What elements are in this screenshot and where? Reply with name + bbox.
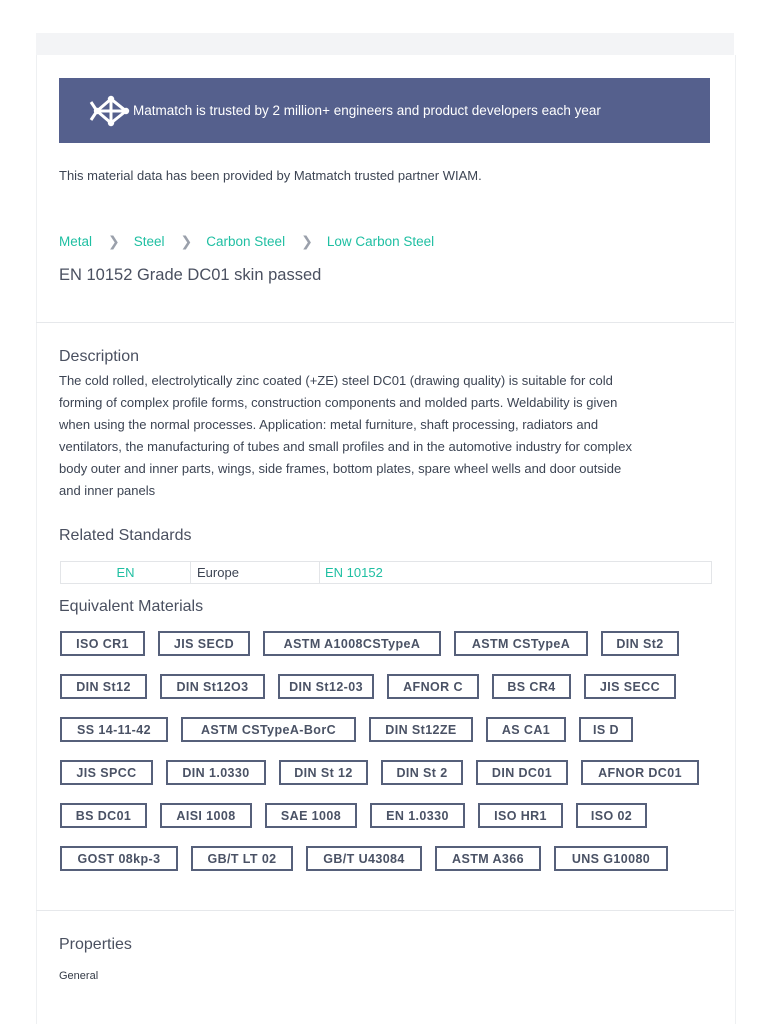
equivalent-material-tag[interactable]: EN 1.0330 — [370, 803, 465, 828]
equivalent-materials-heading: Equivalent Materials — [59, 598, 204, 615]
standard-link[interactable]: EN 10152 — [325, 565, 383, 580]
breadcrumb-low-carbon-steel[interactable]: Low Carbon Steel — [326, 234, 435, 249]
breadcrumb-metal[interactable]: Metal — [59, 234, 93, 249]
tag-row — [60, 760, 720, 785]
chevron-right-icon: ❯ — [180, 233, 193, 249]
top-strip — [36, 33, 734, 55]
equivalent-material-tag[interactable]: DIN DC01 — [476, 760, 568, 785]
equivalent-material-tag[interactable]: JIS SECD — [158, 631, 250, 656]
equivalent-material-tag[interactable]: ASTM A366 — [435, 846, 541, 871]
equivalent-material-tag[interactable]: DIN St2 — [601, 631, 679, 656]
equivalent-material-tag[interactable]: GOST 08kp-3 — [60, 846, 178, 871]
equivalent-material-tag[interactable]: AFNOR DC01 — [581, 760, 699, 785]
equivalent-material-tag[interactable]: DIN St12O3 — [160, 674, 265, 699]
standards-table — [60, 561, 712, 584]
properties-group-general: General — [59, 970, 99, 982]
section-divider — [36, 910, 734, 911]
section-divider — [36, 322, 734, 323]
properties-heading: Properties — [59, 936, 132, 953]
description-line: The cold rolled, electrolytically zinc coated (+ZE) steel DC01 (drawing quality) is suitable for cold — [59, 373, 613, 388]
breadcrumb — [59, 233, 434, 250]
matmatch-logo-icon — [83, 90, 133, 132]
equivalent-material-tag[interactable]: DIN St 12 — [279, 760, 368, 785]
equivalent-material-tag[interactable]: JIS SPCC — [60, 760, 153, 785]
equivalent-material-tag[interactable]: JIS SECC — [584, 674, 676, 699]
standard-body-link[interactable]: EN — [61, 562, 191, 583]
equivalent-material-tag[interactable]: BS CR4 — [492, 674, 571, 699]
equivalent-material-tag[interactable]: BS DC01 — [60, 803, 147, 828]
equivalent-material-tag[interactable]: SAE 1008 — [265, 803, 357, 828]
tag-row — [60, 846, 720, 871]
equivalent-material-tag[interactable]: GB/T LT 02 — [191, 846, 293, 871]
equivalent-material-tag[interactable]: IS D — [579, 717, 633, 742]
equivalent-material-tag[interactable]: DIN St12ZE — [369, 717, 473, 742]
data-provider-note: This material data has been provided by Matmatch trusted partner WIAM. — [59, 168, 482, 183]
equivalent-material-tag[interactable]: AFNOR C — [387, 674, 479, 699]
equivalent-material-tag[interactable]: UNS G10080 — [554, 846, 668, 871]
equivalent-material-tag[interactable]: ISO 02 — [576, 803, 647, 828]
description-heading: Description — [59, 348, 140, 365]
related-standards-heading: Related Standards — [59, 527, 192, 544]
description-line: when using the normal processes. Application: metal furniture, shaft processing, radiators and — [59, 417, 599, 432]
equivalent-material-tag[interactable]: DIN St12 — [60, 674, 147, 699]
description-text — [59, 370, 711, 502]
equivalent-material-tag[interactable]: ASTM CSTypeA — [454, 631, 588, 656]
trust-banner — [59, 78, 710, 143]
banner-text: Matmatch is trusted by 2 million+ engineers and product developers each year — [133, 103, 601, 118]
description-line: ventilators, the manufacturing of tubes and small profiles and in the automotive industry for complex — [59, 439, 633, 454]
equivalent-material-tag[interactable]: ISO HR1 — [478, 803, 563, 828]
equivalent-materials-list — [60, 631, 720, 889]
equivalent-material-tag[interactable]: ASTM A1008CSTypeA — [263, 631, 441, 656]
description-line: forming of complex profile forms, construction components and molded parts. Weldability is given — [59, 395, 618, 410]
chevron-right-icon: ❯ — [108, 233, 120, 249]
equivalent-material-tag[interactable]: ASTM CSTypeA-BorC — [181, 717, 356, 742]
page-title: EN 10152 Grade DC01 skin passed — [59, 266, 322, 284]
equivalent-material-tag[interactable]: AS CA1 — [486, 717, 566, 742]
breadcrumb-steel[interactable]: Steel — [133, 234, 165, 249]
tag-row — [60, 803, 720, 828]
description-line: body outer and inner parts, wings, side frames, bottom plates, spare wheel wells and door outside — [59, 461, 622, 476]
equivalent-material-tag[interactable]: DIN St12-03 — [278, 674, 374, 699]
equivalent-material-tag[interactable]: SS 14-11-42 — [60, 717, 168, 742]
equivalent-material-tag[interactable]: DIN St 2 — [381, 760, 463, 785]
chevron-right-icon: ❯ — [301, 233, 313, 249]
equivalent-material-tag[interactable]: ISO CR1 — [60, 631, 145, 656]
breadcrumb-carbon-steel[interactable]: Carbon Steel — [206, 234, 286, 249]
tag-row — [60, 631, 720, 656]
equivalent-material-tag[interactable]: DIN 1.0330 — [166, 760, 266, 785]
tag-row — [60, 717, 720, 742]
equivalent-material-tag[interactable]: GB/T U43084 — [306, 846, 422, 871]
tag-row — [60, 674, 720, 699]
equivalent-material-tag[interactable]: AISI 1008 — [160, 803, 252, 828]
standard-region: Europe — [191, 562, 320, 583]
description-line: and inner panels — [59, 483, 156, 498]
